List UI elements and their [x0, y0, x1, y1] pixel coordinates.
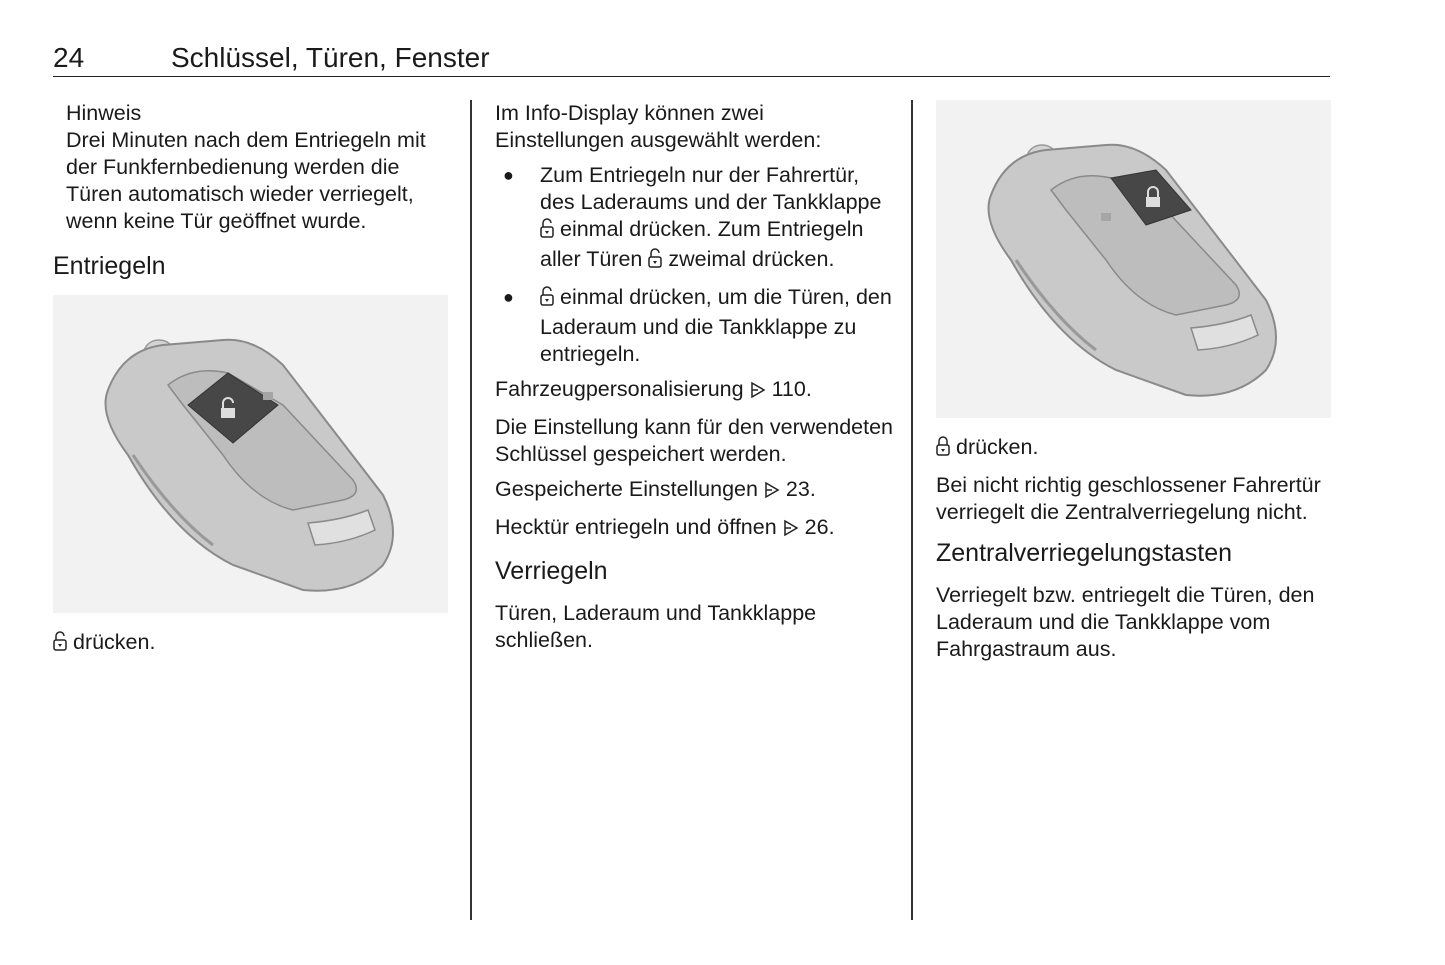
- unlock-icon: [648, 247, 662, 276]
- note-box: [53, 100, 453, 235]
- list-item: [495, 162, 895, 276]
- unlock-icon: [540, 217, 554, 246]
- column-middle: [495, 100, 895, 662]
- chapter-title: Schlüssel, Türen, Fenster: [171, 42, 490, 73]
- bullet-text: zweimal drücken.: [668, 247, 835, 271]
- heading-unlock: Entriegeln: [53, 252, 166, 280]
- column-divider: [470, 100, 472, 920]
- bullet-text: Zum Entriegeln nur der Fahrertür, des Laderaums und der Tankklappe: [540, 163, 882, 214]
- ref-page: 110.: [771, 377, 812, 401]
- lock-text: Türen, Laderaum und Tankklappe schließen.: [495, 601, 817, 652]
- arrow-ref-icon: [750, 379, 766, 406]
- intro-text: Im Info-Display können zwei Einstellungen ausgewählt werden:: [495, 101, 822, 152]
- cross-reference: [495, 514, 895, 544]
- central-locking-text: Verriegelt bzw. entriegelt die Türen, den Laderaum und die Tankklappe vom Fahrgastraum aus.: [936, 583, 1315, 661]
- column-right: [936, 100, 1336, 671]
- heading-central-locking: Zentralverriegelungstasten: [936, 539, 1232, 567]
- note-title: Hinweis: [66, 101, 142, 125]
- lock-icon: [936, 435, 950, 464]
- unlock-icon: [540, 285, 554, 314]
- ref-label: Fahrzeugpersonalisierung: [495, 377, 744, 401]
- press-text: drücken.: [955, 435, 1039, 459]
- ref-label: Gespeicherte Einstellungen: [495, 477, 758, 501]
- storage-text: Die Einstellung kann für den verwendeten Schlüssel gespeichert werden.: [495, 415, 894, 466]
- press-text: drücken.: [72, 630, 156, 654]
- ref-page: 26.: [804, 515, 835, 539]
- option-list: [495, 162, 895, 368]
- cross-reference: [495, 376, 895, 406]
- ref-page: 23.: [785, 477, 816, 501]
- warning-text: Bei nicht richtig geschlossener Fahrertür verriegelt die Zentralverriegelung nicht.: [936, 473, 1321, 524]
- page-header: [53, 40, 1330, 77]
- key-fob-unlock-illustration: [53, 295, 448, 613]
- page-number: 24: [53, 42, 85, 73]
- column-left: [53, 100, 453, 667]
- ref-label: Hecktür entriegeln und öffnen: [495, 515, 777, 539]
- unlock-icon: [53, 630, 67, 659]
- arrow-ref-icon: [764, 479, 780, 506]
- arrow-ref-icon: [783, 517, 799, 544]
- bullet-text: einmal drücken. Zum Entriegeln aller Türen: [540, 217, 864, 271]
- note-text: Drei Minuten nach dem Entriegeln mit der Funkfernbedienung werden die Türen automatisch wieder verriegelt, wenn keine Tür geöffnet wurde.: [66, 128, 426, 233]
- key-fob-lock-illustration: [936, 100, 1331, 418]
- cross-reference: [495, 476, 895, 506]
- unlock-instruction: [53, 629, 453, 659]
- column-divider: [911, 100, 913, 920]
- list-item: [495, 284, 895, 368]
- heading-lock: Verriegeln: [495, 557, 608, 585]
- bullet-text: einmal drücken, um die Türen, den Laderaum und die Tankklappe zu entriegeln.: [540, 285, 892, 366]
- lock-instruction: [936, 434, 1336, 464]
